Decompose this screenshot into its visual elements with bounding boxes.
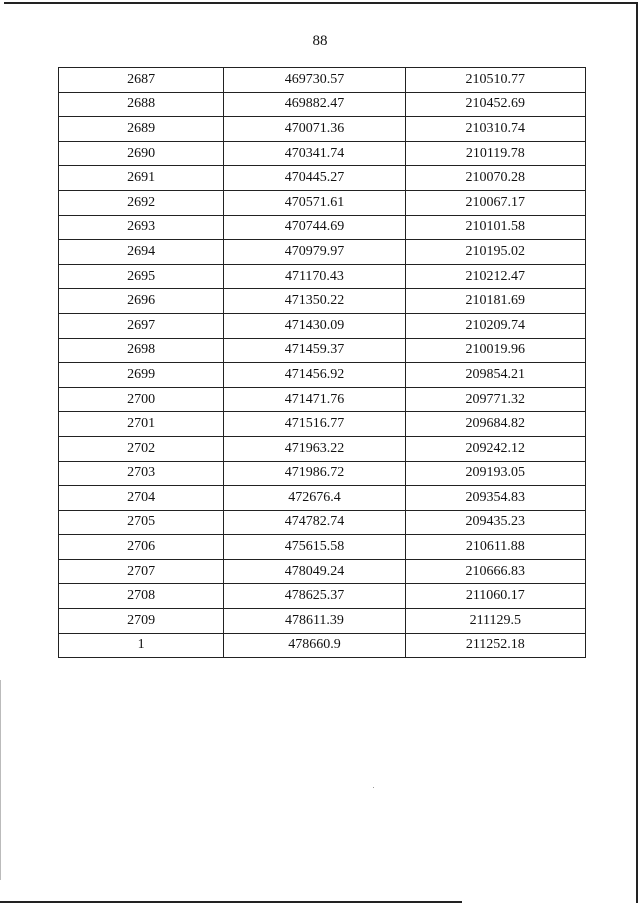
table-row — [59, 240, 586, 265]
x-coordinate-cell: 471516.77 — [224, 412, 405, 437]
point-number-cell: 2698 — [59, 338, 224, 363]
coordinates-table-body — [59, 68, 586, 658]
point-number-cell: 2693 — [59, 215, 224, 240]
y-coordinate-cell: 210452.69 — [405, 92, 585, 117]
point-number-cell: 2704 — [59, 486, 224, 511]
table-row — [59, 633, 586, 658]
point-number-cell: 2700 — [59, 387, 224, 412]
y-coordinate-cell: 210119.78 — [405, 141, 585, 166]
page-border-right — [636, 2, 638, 903]
page-number: 88 — [312, 33, 328, 49]
y-coordinate-cell: 211129.5 — [405, 609, 585, 634]
table-row — [59, 338, 586, 363]
point-number-cell: 2708 — [59, 584, 224, 609]
point-number-cell: 2705 — [59, 510, 224, 535]
page-border-bottom — [0, 901, 462, 903]
point-number-cell: 2706 — [59, 535, 224, 560]
x-coordinate-cell: 470071.36 — [224, 117, 405, 142]
x-coordinate-cell: 469730.57 — [224, 68, 405, 93]
point-number-cell: 2695 — [59, 264, 224, 289]
point-number-cell: 2699 — [59, 363, 224, 388]
x-coordinate-cell: 470445.27 — [224, 166, 405, 191]
y-coordinate-cell: 211252.18 — [405, 633, 585, 658]
x-coordinate-cell: 472676.4 — [224, 486, 405, 511]
y-coordinate-cell: 209435.23 — [405, 510, 585, 535]
table-row — [59, 510, 586, 535]
x-coordinate-cell: 469882.47 — [224, 92, 405, 117]
x-coordinate-cell: 470979.97 — [224, 240, 405, 265]
point-number-cell: 2688 — [59, 92, 224, 117]
y-coordinate-cell: 209354.83 — [405, 486, 585, 511]
y-coordinate-cell: 209771.32 — [405, 387, 585, 412]
point-number-cell: 2694 — [59, 240, 224, 265]
y-coordinate-cell: 209193.05 — [405, 461, 585, 486]
table-row — [59, 68, 586, 93]
point-number-cell: 2703 — [59, 461, 224, 486]
point-number-cell: 2707 — [59, 559, 224, 584]
y-coordinate-cell: 209242.12 — [405, 436, 585, 461]
y-coordinate-cell: 210666.83 — [405, 559, 585, 584]
x-coordinate-cell: 475615.58 — [224, 535, 405, 560]
table-row — [59, 190, 586, 215]
x-coordinate-cell: 471430.09 — [224, 313, 405, 338]
page-edge-left — [0, 680, 1, 880]
point-number-cell: 2687 — [59, 68, 224, 93]
y-coordinate-cell: 210195.02 — [405, 240, 585, 265]
y-coordinate-cell: 210019.96 — [405, 338, 585, 363]
table-row — [59, 436, 586, 461]
point-number-cell: 1 — [59, 633, 224, 658]
x-coordinate-cell: 471170.43 — [224, 264, 405, 289]
x-coordinate-cell: 474782.74 — [224, 510, 405, 535]
x-coordinate-cell: 470341.74 — [224, 141, 405, 166]
y-coordinate-cell: 209684.82 — [405, 412, 585, 437]
x-coordinate-cell: 470571.61 — [224, 190, 405, 215]
table-row — [59, 363, 586, 388]
y-coordinate-cell: 210212.47 — [405, 264, 585, 289]
table-row — [59, 461, 586, 486]
x-coordinate-cell: 478660.9 — [224, 633, 405, 658]
table-row — [59, 289, 586, 314]
x-coordinate-cell: 471459.37 — [224, 338, 405, 363]
y-coordinate-cell: 210209.74 — [405, 313, 585, 338]
table-row — [59, 535, 586, 560]
table-row — [59, 141, 586, 166]
y-coordinate-cell: 210310.74 — [405, 117, 585, 142]
point-number-cell: 2709 — [59, 609, 224, 634]
table-row — [59, 92, 586, 117]
x-coordinate-cell: 471350.22 — [224, 289, 405, 314]
x-coordinate-cell: 471963.22 — [224, 436, 405, 461]
table-row — [59, 486, 586, 511]
point-number-cell: 2696 — [59, 289, 224, 314]
x-coordinate-cell: 478049.24 — [224, 559, 405, 584]
y-coordinate-cell: 210070.28 — [405, 166, 585, 191]
coordinates-table — [58, 67, 586, 658]
y-coordinate-cell: 211060.17 — [405, 584, 585, 609]
table-row — [59, 117, 586, 142]
y-coordinate-cell: 210101.58 — [405, 215, 585, 240]
x-coordinate-cell: 470744.69 — [224, 215, 405, 240]
y-coordinate-cell: 210181.69 — [405, 289, 585, 314]
page-border-top — [4, 2, 638, 4]
table-row — [59, 412, 586, 437]
table-row — [59, 166, 586, 191]
x-coordinate-cell: 478625.37 — [224, 584, 405, 609]
point-number-cell: 2697 — [59, 313, 224, 338]
scan-speck — [373, 787, 374, 788]
table-row — [59, 387, 586, 412]
x-coordinate-cell: 471986.72 — [224, 461, 405, 486]
point-number-cell: 2701 — [59, 412, 224, 437]
x-coordinate-cell: 471456.92 — [224, 363, 405, 388]
point-number-cell: 2690 — [59, 141, 224, 166]
table-row — [59, 609, 586, 634]
y-coordinate-cell: 210067.17 — [405, 190, 585, 215]
point-number-cell: 2692 — [59, 190, 224, 215]
point-number-cell: 2691 — [59, 166, 224, 191]
table-row — [59, 264, 586, 289]
y-coordinate-cell: 210510.77 — [405, 68, 585, 93]
table-row — [59, 584, 586, 609]
x-coordinate-cell: 471471.76 — [224, 387, 405, 412]
y-coordinate-cell: 209854.21 — [405, 363, 585, 388]
table-row — [59, 559, 586, 584]
point-number-cell: 2702 — [59, 436, 224, 461]
point-number-cell: 2689 — [59, 117, 224, 142]
x-coordinate-cell: 478611.39 — [224, 609, 405, 634]
y-coordinate-cell: 210611.88 — [405, 535, 585, 560]
table-row — [59, 215, 586, 240]
table-row — [59, 313, 586, 338]
